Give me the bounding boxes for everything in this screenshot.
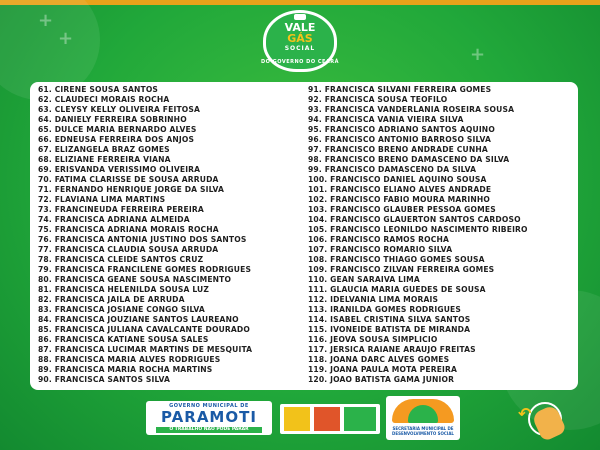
list-item: 116. JEOVA SOUSA SIMPLICIO bbox=[308, 335, 438, 344]
list-item: 108. FRANCISCO THIAGO GOMES SOUSA bbox=[308, 255, 485, 264]
list-item: 78. FRANCISCA CLEIDE SANTOS CRUZ bbox=[38, 255, 204, 264]
list-column-right bbox=[308, 85, 574, 385]
list-item: 109. FRANCISCO ZILVAN FERREIRA GOMES bbox=[308, 265, 495, 274]
list-item: 69. ERISVANDA VERISSIMO OLIVEIRA bbox=[38, 165, 201, 174]
list-item: 107. FRANCISCO ROMARIO SILVA bbox=[308, 245, 453, 254]
list-item: 100. FRANCISCO DANIEL AQUINO SOUSA bbox=[308, 175, 487, 184]
list-item: 70. FATIMA CLARISSE DE SOUSA ARRUDA bbox=[38, 175, 219, 184]
list-item: 87. FRANCISCA LUCIMAR MARTINS DE MESQUITA bbox=[38, 345, 253, 354]
footer bbox=[0, 392, 600, 450]
list-item: 62. CLAUDECI MORAIS ROCHA bbox=[38, 95, 170, 104]
list-item: 104. FRANCISCO GLAUERTON SANTOS CARDOSO bbox=[308, 215, 521, 224]
secretaria-logo bbox=[386, 396, 460, 440]
list-item: 80. FRANCISCA GEANE SOUSA NASCIMENTO bbox=[38, 275, 232, 284]
list-item: 79. FRANCISCA FRANCILENE GOMES RODRIGUES bbox=[38, 265, 252, 274]
decor-plus-icon: + bbox=[470, 44, 486, 65]
list-item: 76. FRANCISCA ANTONIA JUSTINO DOS SANTOS bbox=[38, 235, 247, 244]
list-item: 89. FRANCISCA MARIA ROCHA MARTINS bbox=[38, 365, 213, 374]
list-item: 64. DANIELY FERREIRA SOBRINHO bbox=[38, 115, 187, 124]
list-item: 86. FRANCISCA KATIANE SOUSA SALES bbox=[38, 335, 209, 344]
decor-plus-icon: + bbox=[58, 28, 74, 49]
list-item: 115. IVONEIDE BATISTA DE MIRANDA bbox=[308, 325, 471, 334]
list-item: 82. FRANCISCA JAILA DE ARRUDA bbox=[38, 295, 185, 304]
cylinder-handle bbox=[294, 14, 306, 20]
list-item: 94. FRANCISCA VANIA VIEIRA SILVA bbox=[308, 115, 464, 124]
list-item: 88. FRANCISCA MARIA ALVES RODRIGUES bbox=[38, 355, 221, 364]
list-column-left bbox=[38, 85, 300, 385]
list-item: 114. ISABEL CRISTINA SILVA SANTOS bbox=[308, 315, 471, 324]
logo-title-line2: GÁS bbox=[287, 32, 313, 45]
logo-government: DO GOVERNO DO CEARÁ bbox=[261, 59, 339, 65]
list-item: 74. FRANCISCA ADRIANA ALMEIDA bbox=[38, 215, 190, 224]
swipe-arrow-icon: ↶ bbox=[518, 404, 532, 423]
emblem-block bbox=[344, 407, 376, 431]
list-item: 105. FRANCISCO LEONILDO NASCIMENTO RIBEIRO bbox=[308, 225, 528, 234]
list-item: 99. FRANCISCO DAMASCENO DA SILVA bbox=[308, 165, 477, 174]
emblem-block bbox=[284, 407, 310, 431]
gov-name: PARAMOTI bbox=[161, 408, 257, 426]
beneficiary-list-panel bbox=[30, 82, 578, 390]
paramoti-logo bbox=[146, 401, 272, 435]
list-item: 98. FRANCISCO BRENO DAMASCENO DA SILVA bbox=[308, 155, 510, 164]
list-item: 95. FRANCISCO ADRIANO SANTOS AQUINO bbox=[308, 125, 495, 134]
top-stripe bbox=[0, 0, 600, 5]
list-item: 101. FRANCISCO ELIANO ALVES ANDRADE bbox=[308, 185, 492, 194]
swipe-hand-icon bbox=[518, 394, 572, 442]
logo-title-line1: VALE bbox=[284, 21, 316, 34]
list-item: 103. FRANCISCO GLAUBER PESSOA GOMES bbox=[308, 205, 496, 214]
list-item: 119. JOANA PAULA MOTA PEREIRA bbox=[308, 365, 458, 374]
list-item: 73. FRANCINEUDA FERREIRA PEREIRA bbox=[38, 205, 204, 214]
list-item: 81. FRANCISCA HELENILDA SOUSA LUZ bbox=[38, 285, 210, 294]
list-item: 84. FRANCISCA JOUZIANE SANTOS LAUREANO bbox=[38, 315, 239, 324]
list-item: 111. GLAUCIA MARIA GUEDES DE SOUSA bbox=[308, 285, 486, 294]
list-item: 75. FRANCISCA ADRIANA MORAIS ROCHA bbox=[38, 225, 219, 234]
list-item: 90. FRANCISCA SANTOS SILVA bbox=[38, 375, 170, 384]
list-item: 97. FRANCISCO BRENO ANDRADE CUNHA bbox=[308, 145, 488, 154]
list-item: 117. JERSICA RAIANE ARAUJO FREITAS bbox=[308, 345, 476, 354]
list-item: 66. EDNEUSA FERREIRA DOS ANJOS bbox=[38, 135, 195, 144]
list-item: 68. ELIZIANE FERREIRA VIANA bbox=[38, 155, 171, 164]
list-item: 83. FRANCISCA JOSIANE CONGO SILVA bbox=[38, 305, 205, 314]
vale-gas-logo bbox=[253, 10, 347, 72]
municipal-emblem bbox=[280, 404, 380, 434]
list-item: 118. JOANA DARC ALVES GOMES bbox=[308, 355, 450, 364]
list-item: 110. GEAN SARAIVA LIMA bbox=[308, 275, 420, 284]
list-item: 65. DULCE MARIA BERNARDO ALVES bbox=[38, 125, 197, 134]
list-item: 61. CIRENE SOUSA SANTOS bbox=[38, 85, 159, 94]
list-item: 92. FRANCISCA SOUSA TEOFILO bbox=[308, 95, 448, 104]
list-item: 72. FLAVIANA LIMA MARTINS bbox=[38, 195, 166, 204]
list-item: 91. FRANCISCA SILVANI FERREIRA GOMES bbox=[308, 85, 492, 94]
list-item: 112. IDELVANIA LIMA MORAIS bbox=[308, 295, 439, 304]
secretaria-text: SECRETARIA MUNICIPAL DE DESENVOLVIMENTO SOCIAL bbox=[392, 426, 454, 436]
list-item: 85. FRANCISCA JULIANA CAVALCANTE DOURADO bbox=[38, 325, 250, 334]
list-item: 71. FERNANDO HENRIQUE JORGE DA SILVA bbox=[38, 185, 225, 194]
list-item: 96. FRANCISCO ANTONIO BARROSO SILVA bbox=[308, 135, 492, 144]
list-item: 113. IRANILDA GOMES RODRIGUES bbox=[308, 305, 462, 314]
gov-top-text: GOVERNO MUNICIPAL DE bbox=[169, 403, 249, 409]
list-item: 106. FRANCISCO RAMOS ROCHA bbox=[308, 235, 450, 244]
gov-slogan: O TRABALHO NÃO PODE PARAR bbox=[156, 427, 262, 433]
list-item: 77. FRANCISCA CLAUDIA SOUSA ARRUDA bbox=[38, 245, 219, 254]
list-item: 63. CLEYSY KELLY OLIVEIRA FEITOSA bbox=[38, 105, 201, 114]
emblem-block bbox=[314, 407, 340, 431]
list-item: 67. ELIZANGELA BRAZ GOMES bbox=[38, 145, 170, 154]
list-item: 120. JOAO BATISTA GAMA JUNIOR bbox=[308, 375, 455, 384]
list-item: 102. FRANCISCO FABIO MOURA MARINHO bbox=[308, 195, 491, 204]
logo-subtitle: SOCIAL bbox=[284, 45, 316, 52]
list-item: 93. FRANCISCA VANDERLANIA ROSEIRA SOUSA bbox=[308, 105, 515, 114]
decor-plus-icon: + bbox=[38, 10, 54, 31]
